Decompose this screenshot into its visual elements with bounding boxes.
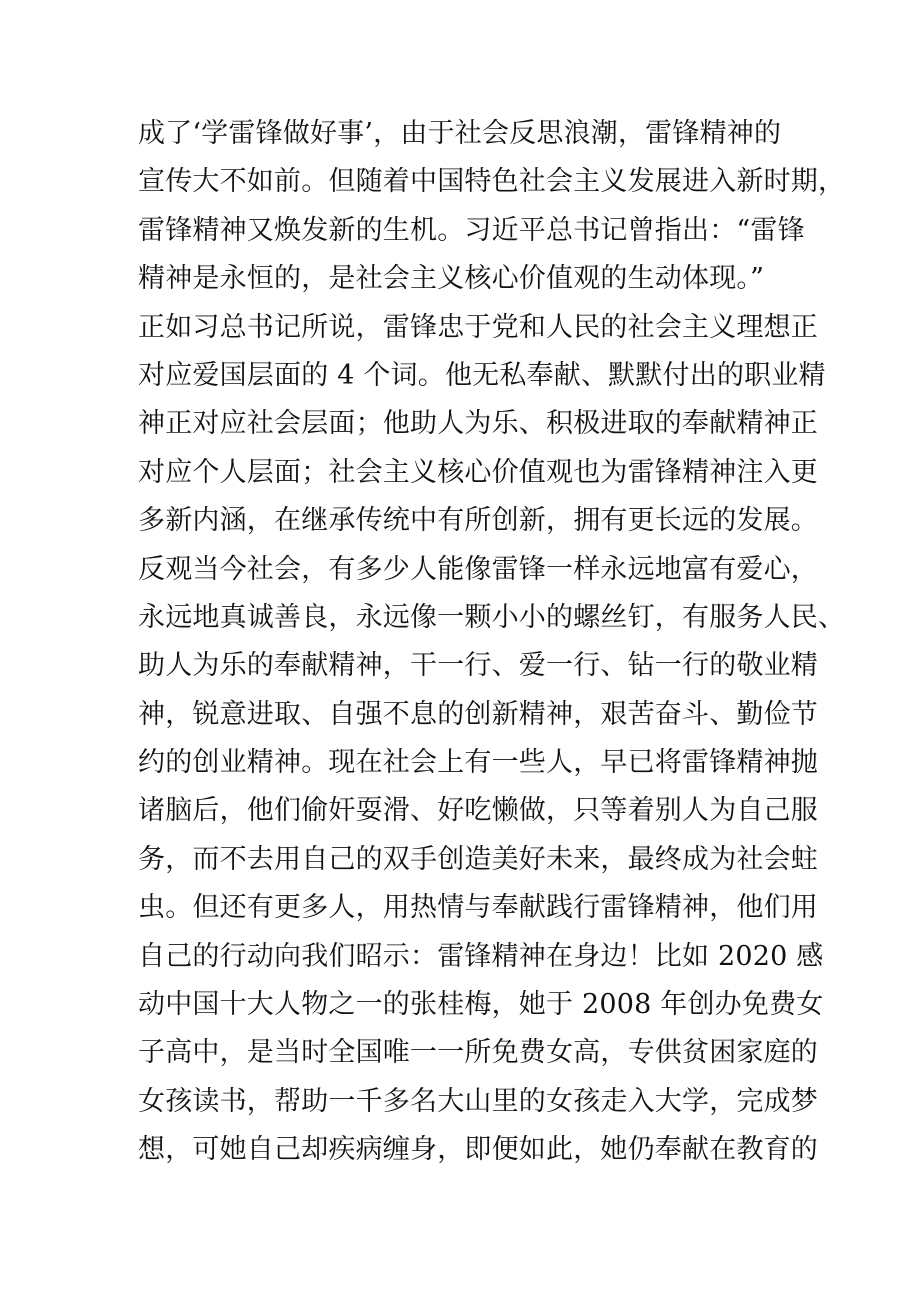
text-line: 雷锋精神又焕发新的生机。习近平总书记曾指出：“雷锋	[138, 214, 805, 246]
text-line: 宣传大不如前。但随着中国特色社会主义发展进入新时期，	[138, 166, 846, 198]
text-line: 成了‘学雷锋做好事’，由于社会反思浪潮，雷锋精神的	[138, 118, 782, 149]
text-line: 约的创业精神。现在社会上有一些人，早已将雷锋精神抛	[138, 747, 818, 779]
text-line: 对应个人层面；社会主义核心价值观也为雷锋精神注入更	[138, 456, 818, 488]
text-line: 永远地真诚善良，永远像一颗小小的螺丝钉，有服务人民、	[138, 601, 846, 633]
text-line: 正如习总书记所说，雷锋忠于党和人民的社会主义理想正	[138, 311, 818, 343]
text-line: 反观当今社会，有多少人能像雷锋一样永远地富有爱心，	[138, 553, 818, 585]
text-line: 子高中，是当时全国唯一一所免费女高，专供贫困家庭的	[138, 1037, 818, 1069]
text-line: 神，锐意进取、自强不息的创新精神，艰苦奋斗、勤俭节	[138, 698, 818, 730]
text-line: 动中国十大人物之一的张桂梅，她于 2008 年创办免费女	[138, 989, 824, 1021]
text-line: 精神是永恒的，是社会主义核心价值观的生动体现。”	[138, 263, 765, 295]
text-line: 对应爱国层面的 4 个词。他无私奉献、默默付出的职业精	[138, 359, 826, 391]
text-line: 虫。但还有更多人，用热情与奉献践行雷锋精神，他们用	[138, 892, 818, 924]
text-line: 多新内涵，在继承传统中有所创新，拥有更长远的发展。	[138, 505, 818, 537]
text-line: 自己的行动向我们昭示：雷锋精神在身边！比如 2020 感	[138, 940, 824, 972]
text-line: 务，而不去用自己的双手创造美好未来，最终成为社会蛀	[138, 843, 818, 875]
text-line: 女孩读书，帮助一千多名大山里的女孩走入大学，完成梦	[138, 1085, 818, 1117]
text-line: 神正对应社会层面；他助人为乐、积极进取的奉献精神正	[138, 408, 818, 440]
text-line: 想，可她自己却疾病缠身，即便如此，她仍奉献在教育的	[138, 1134, 818, 1166]
text-line: 助人为乐的奉献精神，干一行、爱一行、钻一行的敬业精	[138, 650, 818, 682]
text-line: 诸脑后，他们偷奸耍滑、好吃懒做，只等着别人为自己服	[138, 795, 818, 827]
body-text	[138, 110, 846, 1175]
